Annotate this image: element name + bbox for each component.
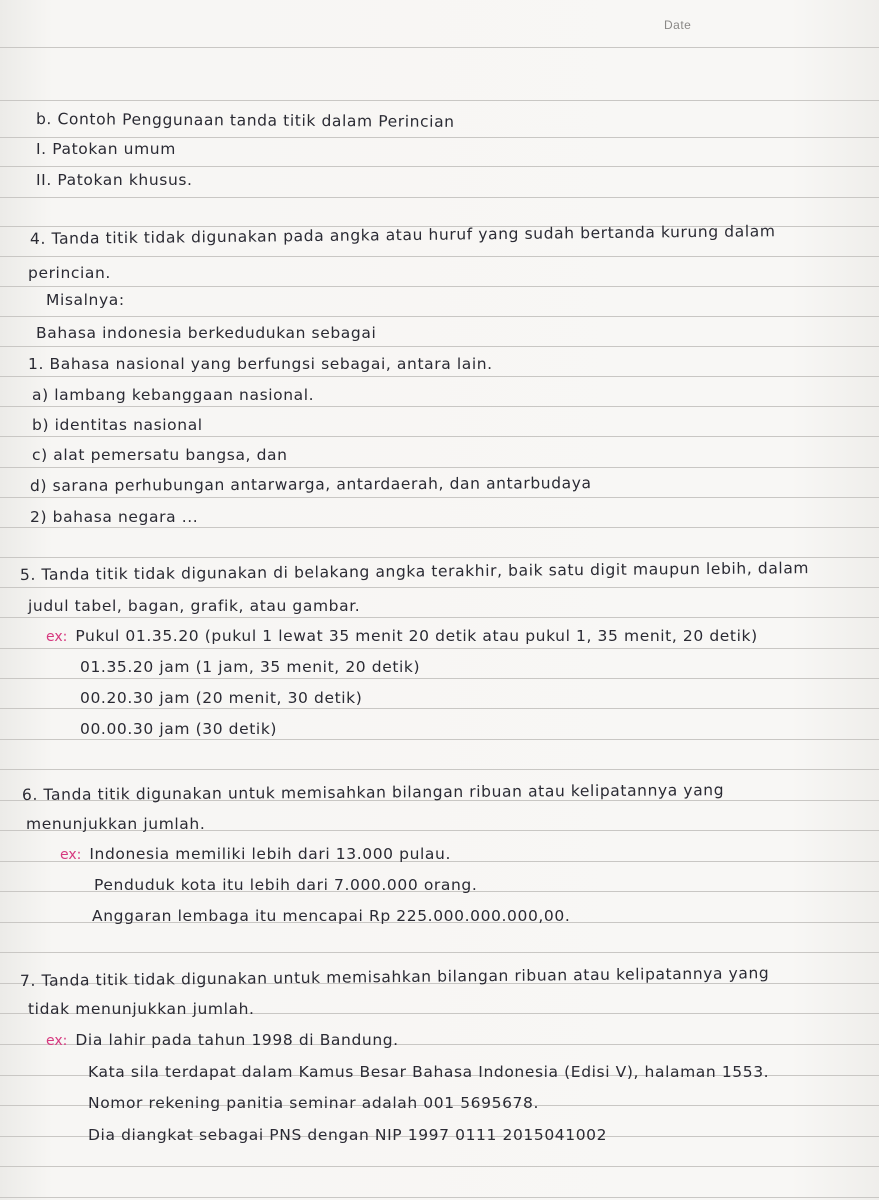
example-text: Pukul 01.35.20 (pukul 1 lewat 35 menit 20 detik atau pukul 1, 35 menit, 20 detik) (75, 627, 758, 645)
page-rule (0, 166, 879, 167)
page-rule (0, 648, 879, 649)
example-text: Indonesia memiliki lebih dari 13.000 pulau. (89, 845, 451, 863)
page-rule (0, 436, 879, 437)
page-rule (0, 739, 879, 740)
page-rule (0, 467, 879, 468)
text-line: d) sarana perhubungan antarwarga, antardaerah, dan antarbudaya (29, 474, 592, 495)
text-line: 4. Tanda titik tidak digunakan pada angka atau huruf yang sudah bertanda kurung dalam (29, 222, 776, 248)
page-rule (0, 256, 879, 257)
text-line: Bahasa indonesia berkedudukan sebagai (36, 324, 377, 342)
page-rule (0, 1166, 879, 1167)
page-rule (0, 100, 879, 101)
text-line: Kata sila terdapat dalam Kamus Besar Bahasa Indonesia (Edisi V), halaman 1553. (88, 1063, 770, 1081)
date-label: Date (664, 18, 692, 32)
text-line: 00.00.30 jam (30 detik) (80, 720, 278, 738)
page-rule (0, 587, 879, 588)
page-rule (0, 286, 879, 287)
text-line: 6. Tanda titik digunakan untuk memisahkan bilangan ribuan atau kelipatannya yang (21, 781, 725, 804)
text-line: Nomor rekening panitia seminar adalah 001 5695678. (88, 1094, 539, 1112)
ex-marker: ex: (46, 1033, 68, 1049)
text-line: Misalnya: (46, 291, 125, 309)
page-rule (0, 47, 879, 48)
page-rule (0, 346, 879, 347)
page-rule (0, 1197, 879, 1198)
ex-marker: ex: (46, 629, 68, 645)
text-line: menunjukkan jumlah. (26, 815, 206, 833)
text-line: b) identitas nasional (32, 416, 203, 434)
page-rule (0, 137, 879, 138)
text-line: 7. Tanda titik tidak digunakan untuk memisahkan bilangan ribuan atau kelipatannya yang (19, 964, 770, 990)
text-line: a) lambang kebanggaan nasional. (32, 386, 315, 404)
example-text: Dia lahir pada tahun 1998 di Bandung. (75, 1031, 399, 1049)
page-rule (0, 952, 879, 953)
page-rule (0, 617, 879, 618)
example-line (46, 1031, 399, 1049)
text-line: 2) bahasa negara ... (30, 508, 199, 526)
text-line: 00.20.30 jam (20 menit, 30 detik) (80, 689, 363, 707)
text-line: Anggaran lembaga itu mencapai Rp 225.000.000.000,00. (92, 907, 571, 925)
text-line: judul tabel, bagan, grafik, atau gambar. (28, 597, 361, 615)
example-line (60, 845, 451, 863)
text-line: I. Patokan umum (36, 140, 176, 158)
page-rule (0, 376, 879, 377)
text-line: 1. Bahasa nasional yang berfungsi sebagai, antara lain. (28, 355, 493, 373)
example-line (46, 627, 758, 645)
text-line: c) alat pemersatu bangsa, dan (32, 446, 288, 464)
text-line: b. Contoh Penggunaan tanda titik dalam Perincian (35, 110, 455, 131)
page-rule (0, 708, 879, 709)
page-rule (0, 197, 879, 198)
page-rule (0, 316, 879, 317)
ex-marker: ex: (60, 847, 82, 863)
text-line: 5. Tanda titik tidak digunakan di belakang angka terakhir, baik satu digit maupun lebih, dalam (19, 559, 810, 584)
page-rule (0, 406, 879, 407)
text-line: Penduduk kota itu lebih dari 7.000.000 orang. (94, 876, 478, 894)
text-line: II. Patokan khusus. (36, 171, 193, 189)
text-line: perincian. (28, 264, 111, 282)
page-rule (0, 497, 879, 498)
text-line: tidak menunjukkan jumlah. (28, 1000, 255, 1018)
page-rule (0, 557, 879, 558)
page-rule (0, 769, 879, 770)
text-line: 01.35.20 jam (1 jam, 35 menit, 20 detik) (80, 658, 421, 676)
page-rule (0, 527, 879, 528)
page-rule (0, 678, 879, 679)
text-line: Dia diangkat sebagai PNS dengan NIP 1997 0111 2015041002 (88, 1126, 608, 1144)
